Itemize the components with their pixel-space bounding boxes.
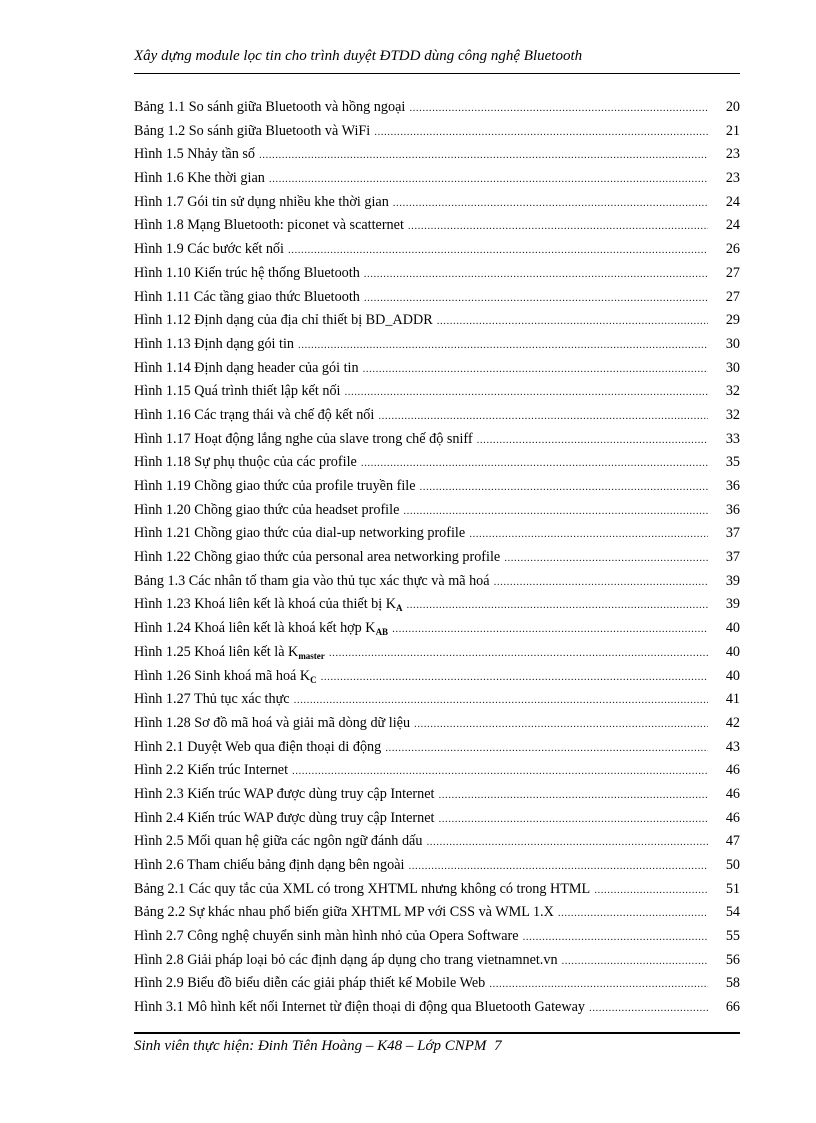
toc-entry-page: 40 (725, 667, 740, 684)
toc-entry-page: 20 (725, 99, 740, 115)
toc-entry-label (134, 357, 359, 381)
toc-entry (134, 120, 740, 144)
toc-entry-label (134, 546, 500, 570)
toc-entry-page: 23 (725, 146, 740, 163)
toc-entry-text: Hình 1.16 Các trạng thái và chế độ kết nối (134, 406, 375, 423)
toc-entry (134, 641, 740, 665)
toc-entry-text: Hình 1.8 Mạng Bluetooth: piconet và scatternet (134, 217, 404, 234)
toc-entry-page: 36 (725, 478, 740, 494)
toc-entry-text: Hình 1.24 Khoá liên kết là khoá kết hợp K (134, 620, 376, 637)
toc-entry-label (134, 475, 416, 499)
toc-entry-page: 23 (725, 170, 740, 187)
toc-entry (134, 238, 740, 262)
toc-entry-subscript: C (310, 674, 317, 685)
toc-entry (134, 807, 740, 831)
toc-entry-label (134, 238, 284, 262)
toc-entry-text: Bảng 1.1 So sánh giữa Bluetooth và hồng ngoại (134, 99, 406, 115)
toc-entry (134, 451, 740, 475)
toc-entry-label (134, 665, 317, 689)
toc-entry (134, 830, 740, 854)
dot-leader (489, 973, 708, 997)
toc-entry (134, 901, 740, 925)
toc-entry-page: 26 (725, 241, 740, 258)
toc-entry (134, 143, 740, 167)
toc-entry (134, 688, 740, 712)
toc-entry-label (134, 996, 585, 1020)
toc-entry-label (134, 404, 374, 428)
dot-leader (408, 855, 708, 879)
toc-entry-text: Hình 1.11 Các tầng giao thức Bluetooth (134, 288, 360, 305)
toc-entry-label (134, 286, 360, 310)
toc-entry (134, 712, 740, 736)
dot-leader (594, 879, 708, 903)
toc-entry-page: 47 (725, 833, 740, 850)
toc-entry-subscript: A (396, 603, 403, 614)
toc-entry-text: Hình 1.15 Quá trình thiết lập kết nối (134, 383, 341, 400)
dot-leader (409, 97, 708, 121)
toc-entry-page: 46 (725, 785, 740, 802)
dot-leader (407, 594, 708, 618)
toc-entry (134, 949, 740, 973)
toc-entry-page: 40 (725, 620, 740, 637)
toc-entry-subscript: AB (375, 627, 389, 638)
toc-entry-label (134, 688, 290, 712)
toc-entry (134, 972, 740, 996)
list-of-figures (134, 96, 740, 1020)
toc-entry (134, 783, 740, 807)
toc-entry-label (134, 570, 490, 594)
toc-entry-page: 30 (725, 359, 740, 376)
toc-entry-page: 24 (725, 217, 740, 234)
toc-entry-label (134, 641, 325, 665)
toc-entry (134, 309, 740, 333)
toc-entry-text: Bảng 2.2 Sự khác nhau phổ biến giữa XHTML MP với CSS và WML 1.X (134, 904, 554, 921)
toc-entry-text: Hình 1.26 Sinh khoá mã hoá K (134, 667, 311, 684)
dot-leader (321, 666, 708, 690)
dot-leader (408, 215, 708, 239)
toc-entry (134, 522, 740, 546)
toc-entry-label (134, 191, 389, 215)
dot-leader (437, 310, 708, 334)
toc-entry-text: Hình 2.4 Kiến trúc WAP được dùng truy cập Internet (134, 809, 435, 826)
toc-entry-page: 42 (725, 714, 740, 731)
toc-entry-page: 27 (725, 288, 740, 305)
toc-entry (134, 878, 740, 902)
toc-entry-text: Hình 2.2 Kiến trúc Internet (134, 762, 289, 779)
toc-entry-page: 27 (725, 264, 740, 281)
toc-entry-page: 30 (725, 335, 740, 352)
toc-entry-page: 46 (725, 809, 740, 826)
toc-entry (134, 499, 740, 523)
toc-entry-page: 39 (725, 572, 740, 589)
toc-entry-label (134, 878, 590, 902)
toc-entry-label (134, 830, 422, 854)
toc-entry-label (134, 593, 403, 617)
dot-leader (361, 452, 708, 476)
toc-entry (134, 475, 740, 499)
toc-entry-label (134, 972, 485, 996)
dot-leader (589, 997, 708, 1021)
dot-leader (504, 547, 708, 571)
toc-entry (134, 546, 740, 570)
toc-entry-page: 37 (725, 525, 740, 542)
toc-entry (134, 570, 740, 594)
dot-leader (344, 381, 708, 405)
toc-entry-label (134, 309, 433, 333)
toc-entry-text: Hình 2.7 Công nghệ chuyển sinh màn hình nhỏ của Opera Software (134, 928, 519, 945)
toc-entry-subscript: master (298, 650, 325, 661)
toc-entry-text: Hình 1.23 Khoá liên kết là khoá của thiết bị K (134, 596, 397, 613)
toc-entry-text: Hình 1.10 Kiến trúc hệ thống Bluetooth (134, 264, 360, 281)
toc-entry-label (134, 925, 519, 949)
toc-entry-page: 35 (725, 454, 740, 471)
toc-entry-page: 24 (725, 193, 740, 210)
dot-leader (294, 689, 708, 713)
toc-entry-label (134, 262, 360, 286)
toc-entry (134, 428, 740, 452)
dot-leader (393, 192, 708, 216)
dot-leader (329, 642, 708, 666)
dot-leader (385, 737, 708, 761)
toc-entry-label (134, 854, 404, 878)
toc-entry-text: Hình 1.19 Chồng giao thức của profile truyền file (134, 478, 416, 494)
toc-entry-text: Hình 2.3 Kiến trúc WAP được dùng truy cập Internet (134, 785, 435, 802)
toc-entry (134, 593, 740, 617)
dot-leader (392, 618, 708, 642)
toc-entry-label (134, 167, 265, 191)
toc-entry-text: Hình 2.5 Mối quan hệ giữa các ngôn ngữ đánh dấu (134, 833, 423, 850)
dot-leader (259, 144, 708, 168)
toc-entry-page: 56 (725, 951, 740, 968)
toc-entry-label (134, 807, 434, 831)
dot-leader (378, 405, 708, 429)
toc-entry (134, 617, 740, 641)
toc-entry (134, 665, 740, 689)
toc-entry (134, 404, 740, 428)
toc-entry-label (134, 428, 473, 452)
toc-entry-text: Hình 2.6 Tham chiếu bảng định dạng bên ngoài (134, 857, 405, 873)
toc-entry-text: Bảng 2.1 Các quy tắc của XML có trong XHTML nhưng không có trong HTML (134, 880, 591, 897)
toc-entry-label (134, 783, 434, 807)
dot-leader (438, 808, 708, 832)
footer-rule (134, 1032, 740, 1034)
toc-entry-text: Bảng 1.3 Các nhân tố tham gia vào thủ tục xác thực và mã hoá (134, 572, 490, 589)
toc-entry-text: Hình 1.5 Nhảy tần số (134, 146, 255, 163)
dot-leader (438, 784, 708, 808)
footer-page-number: 7 (494, 1038, 502, 1054)
dot-leader (288, 239, 708, 263)
toc-entry-label (134, 736, 381, 760)
toc-entry-text: Hình 1.21 Chồng giao thức của dial-up networking profile (134, 525, 466, 542)
toc-entry-page: 40 (725, 643, 740, 660)
toc-entry-page: 37 (725, 549, 740, 566)
dot-leader (414, 713, 708, 737)
toc-entry-page: 54 (725, 904, 740, 921)
toc-entry-label (134, 617, 388, 641)
toc-entry-text: Hình 2.9 Biểu đồ biểu diễn các giải pháp thiết kế Mobile Web (134, 975, 486, 992)
dot-leader (469, 523, 708, 547)
toc-entry-page: 21 (725, 122, 740, 139)
toc-entry-page: 58 (725, 975, 740, 992)
dot-leader (562, 950, 708, 974)
dot-leader (364, 263, 708, 287)
toc-entry-page: 41 (725, 691, 740, 708)
toc-entry (134, 380, 740, 404)
toc-entry-page: 55 (725, 928, 740, 945)
toc-entry-text: Hình 1.6 Khe thời gian (134, 170, 265, 187)
footer-text: Sinh viên thực hiện: Đinh Tiên Hoàng – K48 – Lớp CNPM (134, 1038, 487, 1054)
toc-entry-text: Hình 3.1 Mô hình kết nối Internet từ điện thoại di động qua Bluetooth Gateway (134, 999, 585, 1016)
toc-entry-page: 51 (725, 880, 740, 897)
toc-entry-text: Hình 1.9 Các bước kết nối (134, 241, 284, 258)
toc-entry-text: Hình 2.1 Duyệt Web qua điện thoại di động (134, 738, 382, 755)
toc-entry-page: 32 (725, 383, 740, 400)
toc-entry-text: Hình 1.12 Định dạng của địa chỉ thiết bị BD_ADDR (134, 312, 433, 329)
running-header (134, 48, 740, 65)
toc-entry-text: Bảng 1.2 So sánh giữa Bluetooth và WiFi (134, 122, 371, 139)
toc-entry (134, 333, 740, 357)
toc-entry (134, 357, 740, 381)
toc-entry-text: Hình 2.8 Giải pháp loại bỏ các định dạng áp dụng cho trang vietnamnet.vn (134, 951, 558, 968)
toc-entry (134, 191, 740, 215)
toc-entry (134, 736, 740, 760)
toc-entry-page: 32 (725, 406, 740, 423)
toc-entry-text: Hình 1.18 Sự phụ thuộc của các profile (134, 454, 357, 471)
toc-entry-label (134, 451, 357, 475)
dot-leader (523, 926, 708, 950)
dot-leader (403, 500, 708, 524)
toc-entry-text: Hình 1.14 Định dạng header của gói tin (134, 359, 359, 376)
toc-entry-label (134, 380, 340, 404)
toc-entry (134, 96, 740, 120)
dot-leader (298, 334, 708, 358)
dot-leader (420, 476, 708, 500)
toc-entry (134, 759, 740, 783)
toc-entry-page: 29 (725, 312, 740, 329)
toc-entry-page: 66 (725, 999, 740, 1016)
dot-leader (292, 760, 708, 784)
toc-entry-text: Hình 1.28 Sơ đồ mã hoá và giải mã dòng dữ liệu (134, 714, 411, 731)
dot-leader (494, 571, 708, 595)
toc-entry-label (134, 96, 405, 120)
toc-entry-text: Hình 1.17 Hoạt động lắng nghe của slave trong chế độ sniff (134, 430, 473, 447)
toc-entry-label (134, 949, 558, 973)
running-footer (134, 1038, 740, 1055)
toc-entry-page: 50 (725, 857, 740, 873)
dot-leader (477, 429, 708, 453)
toc-entry-label (134, 214, 404, 238)
toc-entry (134, 262, 740, 286)
toc-entry (134, 925, 740, 949)
toc-entry-label (134, 522, 465, 546)
toc-entry-label (134, 333, 294, 357)
dot-leader (426, 831, 708, 855)
toc-entry-text: Hình 1.25 Khoá liên kết là K (134, 643, 299, 660)
toc-entry (134, 214, 740, 238)
dot-leader (374, 121, 708, 145)
dot-leader (269, 168, 708, 192)
toc-entry-label (134, 499, 399, 523)
dot-leader (364, 287, 708, 311)
toc-entry-text: Hình 1.22 Chồng giao thức của personal area networking profile (134, 549, 501, 566)
toc-entry-label (134, 712, 410, 736)
toc-entry-label (134, 759, 288, 783)
toc-entry-page: 33 (725, 430, 740, 447)
toc-entry-label (134, 143, 255, 167)
toc-entry (134, 167, 740, 191)
toc-entry-label (134, 120, 370, 144)
header-title: Xây dựng module lọc tin cho trình duyệt ĐTDD dùng công nghệ Bluetooth (134, 48, 583, 64)
toc-entry-text: Hình 1.13 Định dạng gói tin (134, 335, 294, 352)
toc-entry (134, 854, 740, 878)
toc-entry-label (134, 901, 554, 925)
toc-entry-page: 43 (725, 738, 740, 755)
toc-entry-page: 36 (725, 501, 740, 518)
dot-leader (558, 902, 708, 926)
toc-entry-text: Hình 1.7 Gói tin sử dụng nhiều khe thời gian (134, 193, 389, 210)
toc-entry-text: Hình 1.27 Thủ tục xác thực (134, 691, 290, 708)
toc-entry-text: Hình 1.20 Chồng giao thức của headset profile (134, 501, 400, 518)
toc-entry-page: 39 (725, 596, 740, 613)
toc-entry (134, 996, 740, 1020)
toc-entry (134, 286, 740, 310)
dot-leader (363, 358, 708, 382)
toc-entry-page: 46 (725, 762, 740, 779)
header-rule (134, 73, 740, 74)
